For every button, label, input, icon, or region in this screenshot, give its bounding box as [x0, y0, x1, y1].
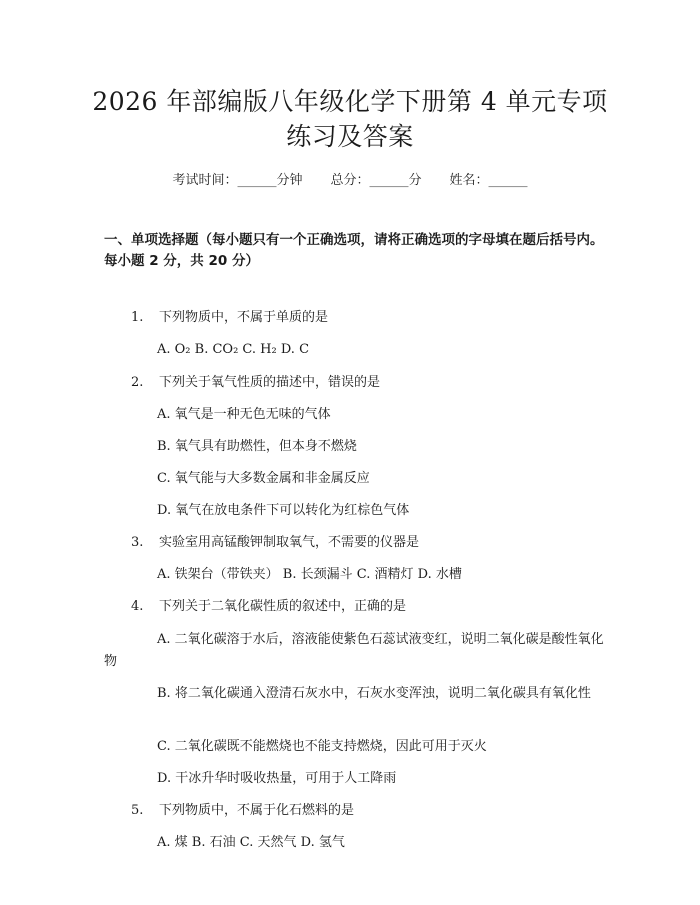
section-heading: 一、单项选择题（每小题只有一个正确选项，请将正确选项的字母填在题后括号内。每小题 2 分，共 20 分）: [104, 232, 604, 269]
question-4: [131, 597, 406, 617]
question-1-options: A. O₂ B. CO₂ C. H₂ D. C: [157, 342, 310, 357]
question-number: 2.: [131, 375, 144, 390]
question-stem: 实验室用高锰酸钾制取氧气，不需要的仪器是: [159, 535, 420, 550]
question-number: 4.: [131, 599, 144, 614]
question-5-options: A. 煤 B. 石油 C. 天然气 D. 氢气: [157, 835, 345, 850]
question-stem: 下列关于二氧化碳性质的叙述中，正确的是: [159, 599, 407, 614]
exam-name-label: 姓名：______: [449, 173, 528, 188]
exam-meta: [0, 169, 700, 188]
question-1: [131, 308, 328, 328]
question-3-options: A. 铁架台（带铁夹） B. 长颈漏斗 C. 酒精灯 D. 水槽: [157, 567, 462, 582]
question-stem: 下列物质中，不属于单质的是: [159, 310, 329, 325]
question-number: 1.: [131, 310, 144, 325]
question-number: 5.: [131, 803, 144, 818]
question-4-option-a: A. 二氧化碳溶于水后，溶液能使紫色石蕊试液变红，说明二氧化碳是酸性氧化物: [104, 632, 604, 669]
exam-time-label: 考试时间：______分钟: [172, 173, 303, 188]
question-5: [131, 801, 354, 821]
exam-score-label: 总分：______分: [330, 173, 422, 188]
question-stem: 下列物质中，不属于化石燃料的是: [159, 803, 355, 818]
page-title-line1: 2026 年部编版八年级化学下册第 4 单元专项: [92, 87, 608, 116]
question-4-option-b: B. 将二氧化碳通入澄清石灰水中，石灰水变浑浊，说明二氧化碳具有氧化性: [157, 686, 591, 701]
question-stem: 下列关于氧气性质的描述中，错误的是: [159, 375, 381, 390]
question-3: [131, 533, 419, 553]
question-2: [131, 373, 380, 393]
question-2-option-b: B. 氧气具有助燃性，但本身不燃烧: [157, 439, 357, 454]
question-4-option-d: D. 干冰升华时吸收热量，可用于人工降雨: [157, 771, 397, 786]
question-number: 3.: [131, 535, 144, 550]
question-4-option-c: C. 二氧化碳既不能燃烧也不能支持燃烧，因此可用于灭火: [157, 739, 487, 754]
page-title-line2: 练习及答案: [286, 122, 414, 151]
question-2-option-d: D. 氧气在放电条件下可以转化为红棕色气体: [157, 503, 410, 518]
question-2-option-c: C. 氧气能与大多数金属和非金属反应: [157, 471, 370, 486]
question-2-option-a: A. 氧气是一种无色无味的气体: [157, 407, 331, 422]
